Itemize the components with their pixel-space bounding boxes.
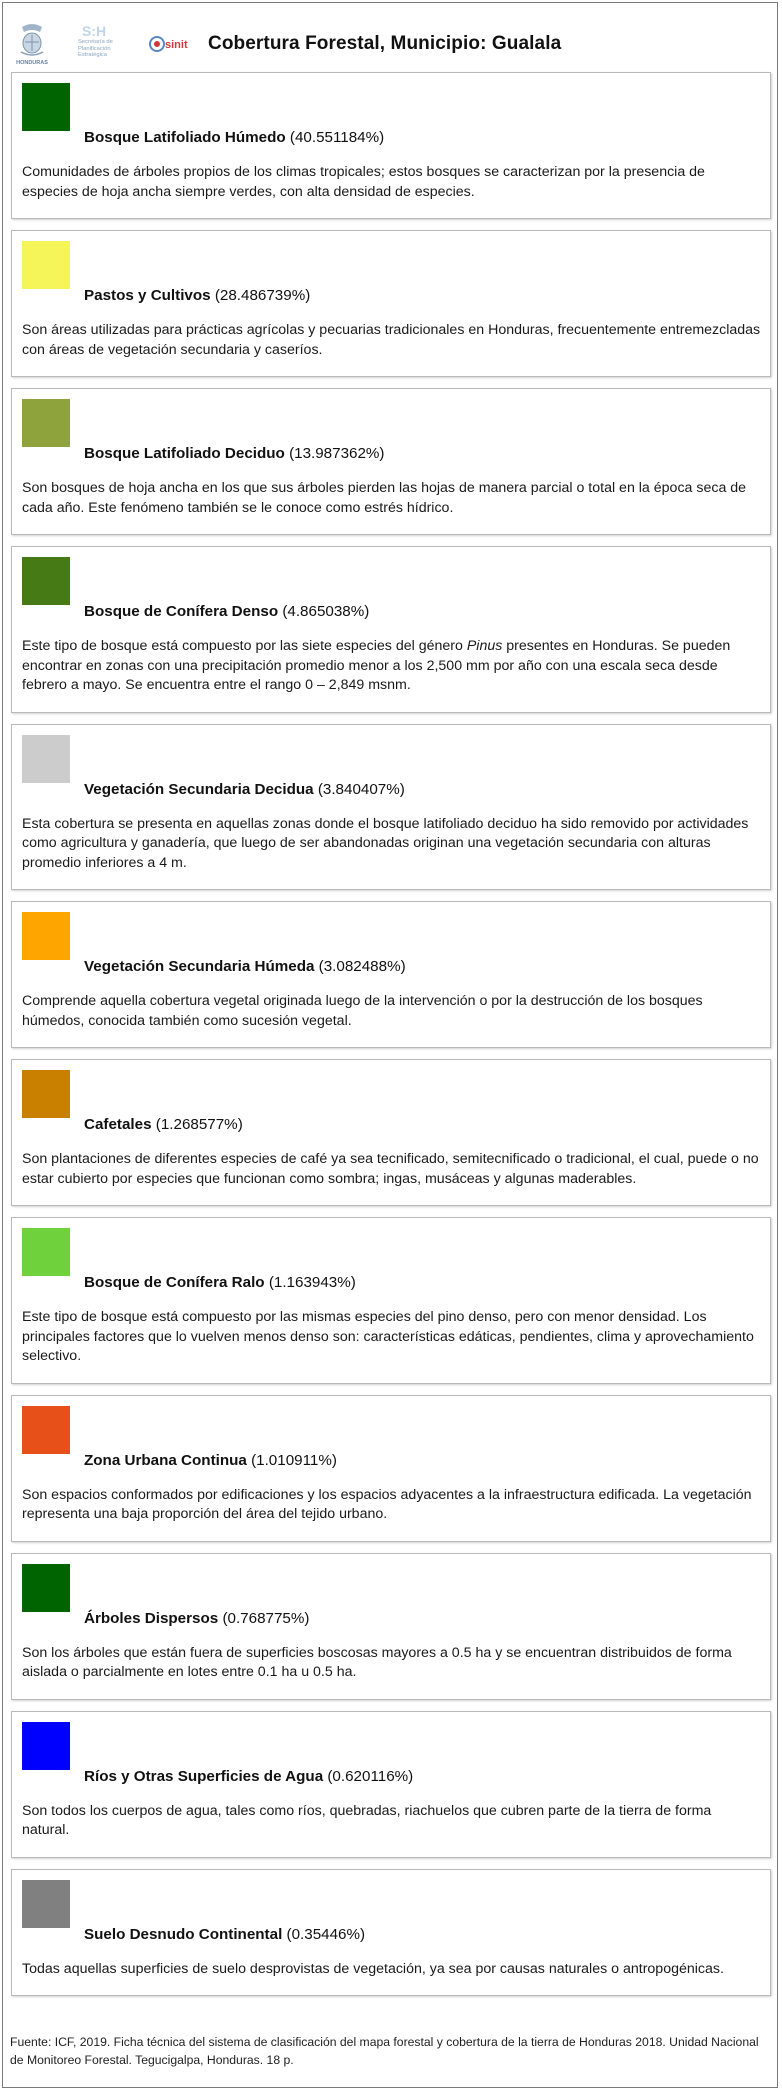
coverage-card	[11, 1059, 771, 1206]
color-swatch	[22, 912, 70, 960]
coverage-title	[84, 602, 761, 621]
coverage-description: Esta cobertura se presenta en aquellas zonas donde el bosque latifoliado deciduo ha sido removido por actividades como agricultura y ganadería, que luego de ser abandonadas originan una vegetación secundaria con alturas promedio inferiores a 4 m.	[22, 815, 749, 871]
color-swatch	[22, 557, 70, 605]
coverage-percent: (13.987362%)	[289, 445, 385, 462]
coverage-description: Comprende aquella cobertura vegetal originada luego de la intervención o por la destrucción de los bosques húmedos, conocida también como sucesión vegetal.	[22, 993, 703, 1029]
coverage-name: Bosque Latifoliado Húmedo	[84, 129, 286, 146]
color-swatch	[22, 1880, 70, 1928]
coverage-description: Son los árboles que están fuera de superficies boscosas mayores a 0.5 ha y se encuentran distribuidos de forma aislada o parcialmente en lotes entre 0.1 ha u 0.5 ha.	[22, 1644, 732, 1680]
coverage-percent: (3.840407%)	[317, 780, 405, 798]
color-swatch	[22, 1722, 70, 1770]
coverage-card	[11, 72, 771, 219]
coverage-name: Árboles Dispersos	[84, 1609, 219, 1627]
coverage-description: Comunidades de árboles propios de los climas tropicales; estos bosques se caracterizan por la presencia de especies de hoja ancha siempre verdes, con alta densidad de especies.	[22, 164, 705, 200]
coverage-title	[84, 1273, 761, 1292]
coverage-title	[84, 780, 761, 799]
coverage-card	[11, 1217, 771, 1384]
coverage-card	[11, 230, 771, 377]
coverage-name: Vegetación Secundaria Húmeda	[84, 958, 315, 975]
source-citation: Fuente: ICF, 2019. Ficha técnica del sistema de clasificación del mapa forestal y cobertura de la tierra de Honduras 2018. Unidad Nacional de Monitoreo Forestal. Tegucigalpa, Honduras. 18 p.	[10, 2035, 759, 2067]
coverage-card	[11, 901, 771, 1048]
coverage-percent: (28.486739%)	[214, 287, 311, 304]
coverage-percent: (0.620116%)	[327, 1767, 414, 1785]
color-swatch	[22, 83, 70, 131]
coverage-card	[11, 546, 771, 713]
coverage-title	[84, 1451, 761, 1470]
coverage-description: Son todos los cuerpos de agua, tales como ríos, quebradas, riachuelos que cubren parte de la tierra de forma natural.	[22, 1802, 712, 1838]
description-text: Este tipo de bosque está compuesto por las siete especies del género	[22, 638, 467, 654]
coverage-description: Son áreas utilizadas para prácticas agrícolas y pecuarias tradicionales en Honduras, frecuentemente entremezcladas con áreas de vegetación secundaria y caseríos.	[22, 322, 761, 358]
coverage-title	[84, 444, 761, 463]
coverage-title	[84, 1767, 761, 1786]
coverage-percent: (1.268577%)	[155, 1116, 243, 1133]
coverage-description: Son espacios conformados por edificaciones y los espacios adyacentes a la infraestructura edificada. La vegetación representa una baja proporción del área del tejido urbano.	[22, 1486, 752, 1522]
coverage-percent: (3.082488%)	[318, 958, 406, 975]
coverage-name: Bosque de Conífera Denso	[84, 603, 279, 620]
secretaria-planificacion-logo: S:H Secretaría de Planificación Estratégica	[78, 23, 113, 59]
page-header	[10, 16, 561, 72]
color-swatch	[22, 1406, 70, 1454]
coverage-title	[84, 1115, 761, 1134]
coverage-name: Ríos y Otras Superficies de Agua	[84, 1767, 324, 1785]
coverage-card	[11, 724, 771, 891]
coverage-card	[11, 1553, 771, 1700]
svg-text:HONDURAS: HONDURAS	[16, 60, 48, 66]
coverage-description: Son bosques de hoja ancha en los que sus árboles pierden las hojas de manera parcial o total en la época seca de cada año. Este fenómeno también se le conoce como estrés hídrico.	[22, 480, 747, 516]
coverage-description	[22, 637, 761, 696]
svg-text:S:H: S:H	[82, 23, 107, 39]
coverage-title	[84, 1925, 761, 1944]
coverage-title	[84, 957, 761, 976]
coverage-description: Son plantaciones de diferentes especies de café ya sea tecnificado, semitecnificado o tradicional, el cual, puede o no estar cubierto por especies que funcionan como sombra; ingas, musáceas y algunas maderables.	[22, 1151, 759, 1187]
sinit-logo	[148, 29, 194, 59]
coverage-title	[84, 128, 761, 147]
description-text: presentes en Honduras. Se pueden encontrar en zonas con una precipitación promedio menor a los 2,500 mm por año con una escala seca desde febrero a mayo. Se encuentra entre el rango 0 – 2,849 msnm.	[22, 638, 731, 693]
coverage-title	[84, 1609, 761, 1628]
coverage-description: Todas aquellas superficies de suelo desprovistas de vegetación, ya sea por causas naturales o antropogénicas.	[22, 1960, 724, 1977]
page-title: Cobertura Forestal, Municipio: Gualala	[208, 33, 562, 54]
coverage-percent: (40.551184%)	[289, 129, 385, 146]
color-swatch	[22, 399, 70, 447]
svg-text:sinit: sinit	[165, 39, 188, 51]
coverage-name: Cafetales	[84, 1116, 152, 1133]
coverage-list	[11, 72, 771, 2007]
coverage-name: Zona Urbana Continua	[84, 1451, 247, 1469]
coverage-percent: (1.010911%)	[251, 1451, 337, 1469]
coverage-percent: (1.163943%)	[268, 1274, 356, 1291]
coverage-card	[11, 1869, 771, 1997]
coverage-percent: (4.865038%)	[282, 603, 370, 620]
genus-name: Pinus	[466, 638, 503, 654]
color-swatch	[22, 241, 70, 289]
coverage-name: Bosque de Conífera Ralo	[84, 1274, 265, 1291]
coverage-percent: (0.35446%)	[286, 1925, 366, 1943]
honduras-logo	[10, 22, 54, 66]
coverage-name: Suelo Desnudo Continental	[84, 1925, 283, 1943]
color-swatch	[22, 1070, 70, 1118]
coverage-name: Vegetación Secundaria Decidua	[84, 780, 314, 798]
coverage-description: Este tipo de bosque está compuesto por las mismas especies del pino denso, pero con menor densidad. Los principales factores que lo vuelven menos denso son: características edáticas, pendientes, clima y aprovechamiento selectivo.	[22, 1309, 754, 1364]
coverage-card	[11, 388, 771, 535]
coverage-card	[11, 1711, 771, 1858]
color-swatch	[22, 735, 70, 783]
color-swatch	[22, 1564, 70, 1612]
coverage-name: Bosque Latifoliado Deciduo	[84, 445, 285, 462]
coverage-name: Pastos y Cultivos	[84, 287, 211, 304]
coverage-percent: (0.768775%)	[222, 1609, 310, 1627]
coverage-title	[84, 286, 761, 305]
color-swatch	[22, 1228, 70, 1276]
coverage-card	[11, 1395, 771, 1542]
